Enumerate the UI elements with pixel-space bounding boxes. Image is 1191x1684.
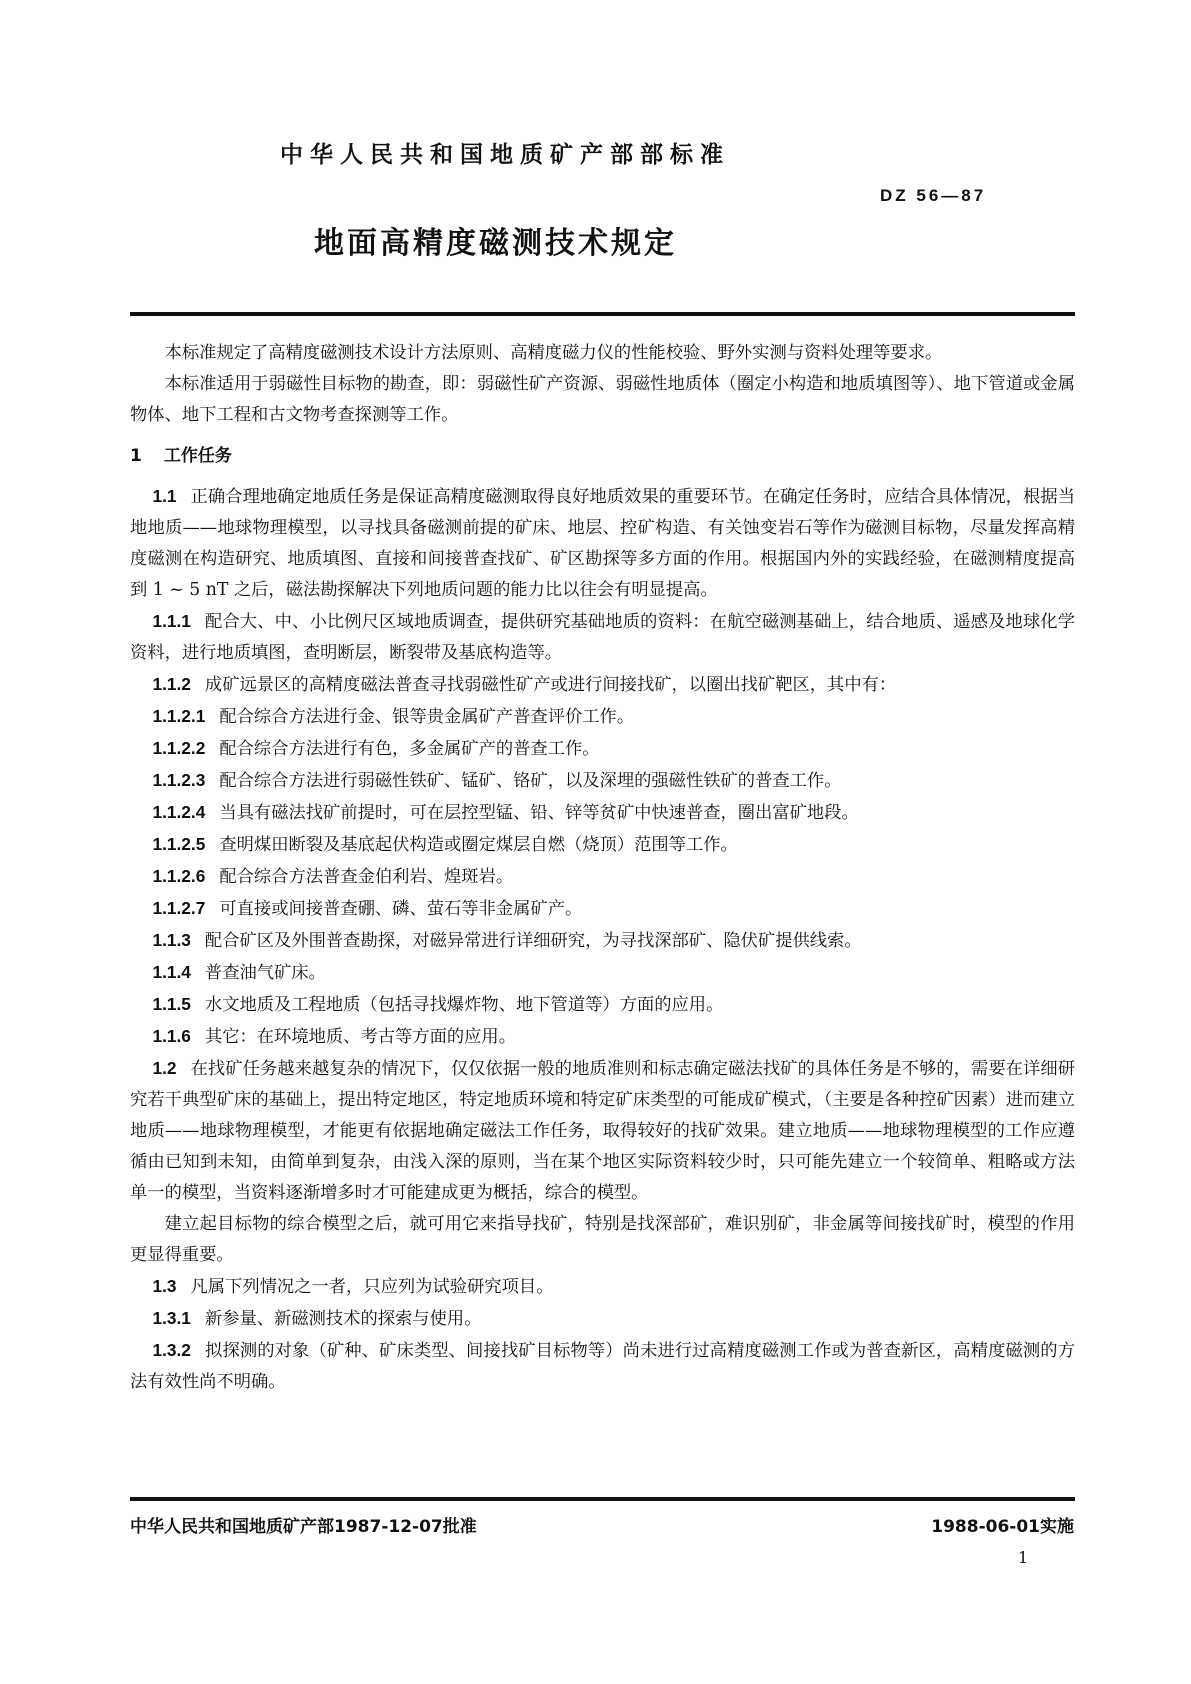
- section-title: 工作任务: [163, 446, 232, 466]
- clause-number: 1.3.1: [152, 1308, 191, 1328]
- clause-text: 配合综合方法进行金、银等贵金属矿产普查评价工作。: [219, 707, 635, 727]
- clause-text: 普查油气矿床。: [204, 963, 326, 983]
- approval-date: 中华人民共和国地质矿产部1987-12-07批准: [130, 1517, 477, 1537]
- clause: [130, 733, 1075, 765]
- clause: [130, 797, 1075, 829]
- clause-number: 1.1.5: [152, 994, 191, 1014]
- clause-number: 1.1.2: [152, 674, 191, 694]
- clause-number: 1.1.1: [152, 611, 191, 631]
- clause-text: 成矿远景区的高精度磁法普查寻找弱磁性矿产或进行间接找矿，以圈出找矿靶区，其中有：: [204, 675, 897, 695]
- clause: [130, 829, 1075, 861]
- clause: [130, 925, 1075, 957]
- clause-text: 配合综合方法进行弱磁性铁矿、锰矿、铬矿，以及深埋的强磁性铁矿的普查工作。: [219, 771, 842, 791]
- clause-text: 配合综合方法普查金伯利岩、煌斑岩。: [219, 867, 514, 887]
- clause: [130, 606, 1075, 669]
- footer-rule: [130, 1497, 1075, 1501]
- clause: [130, 701, 1075, 733]
- standard-code: DZ 56—87: [880, 186, 987, 205]
- section-heading: [130, 441, 1075, 472]
- clause-text: 新参量、新磁测技术的探索与使用。: [204, 1309, 482, 1329]
- clause-text: 查明煤田断裂及基底起伏构造或圈定煤层自燃（烧顶）范围等工作。: [219, 835, 738, 855]
- header-rule: [130, 312, 1075, 316]
- clause-text: 建立起目标物的综合模型之后，就可用它来指导找矿，特别是找深部矿，难识别矿，非金属等间接找矿时，模型的作用更显得重要。: [130, 1214, 1075, 1265]
- intro-paragraph: 本标准适用于弱磁性目标物的勘查，即：弱磁性矿产资源、弱磁性地质体（圈定小构造和地质填图等）、地下管道或金属物体、地下工程和古文物考查探测等工作。: [130, 374, 1075, 425]
- clause-number: 1.2: [152, 1058, 177, 1078]
- clause-number: 1.1.2.1: [152, 706, 206, 726]
- clause-text: 配合综合方法进行有色，多金属矿产的普查工作。: [219, 739, 600, 759]
- issuing-organization: 中华人民共和国地质矿产部部标准: [280, 142, 730, 168]
- clause: [130, 481, 1075, 606]
- clause-number: 1.1.2.3: [152, 770, 206, 790]
- clause: [130, 1303, 1075, 1335]
- clause-text: 配合矿区及外围普查勘探，对磁异常进行详细研究，为寻找深部矿、隐伏矿提供线索。: [204, 931, 862, 951]
- clause-number: 1.1.6: [152, 1026, 191, 1046]
- clause-text: 当具有磁法找矿前提时，可在层控型锰、铅、锌等贫矿中快速普查，圈出富矿地段。: [219, 803, 859, 823]
- clause-number: 1.1.2.6: [152, 866, 206, 886]
- clause-number: 1.1.2.7: [152, 898, 206, 918]
- clause: [130, 1021, 1075, 1053]
- clause-text: 在找矿任务越来越复杂的情况下，仅仅依据一般的地质准则和标志确定磁法找矿的具体任务是不够的，需要在详细研究若干典型矿床的基础上，提出特定地区，特定地质环境和特定矿床类型的可能成矿模式，（主要是各种控矿因素）进而建立地质——地球物理模型，才能更有依据地确定磁法工作任务，取得较好的找矿效果。建立地质——地球物理模型的工作应遵循由已知到未知，由简单到复杂，由浅入深的原则，当在某个地区实际资料较少时，只可能先建立一个较简单、粗略或方法单一的模型，当资料逐渐增多时才可能建成更为概括，综合的模型。: [130, 1059, 1075, 1203]
- clause-number: 1.3: [152, 1276, 177, 1296]
- clause-number: 1.1.2.4: [152, 802, 206, 822]
- clause-number: 1.1.2.5: [152, 834, 206, 854]
- clause: [130, 1335, 1075, 1398]
- page-number: 1: [1018, 1548, 1029, 1567]
- clause: [130, 893, 1075, 925]
- section-number: 1: [130, 446, 142, 466]
- effective-date: 1988-06-01实施: [931, 1517, 1074, 1537]
- clause-number: 1.1.3: [152, 930, 191, 950]
- clause: [130, 1053, 1075, 1209]
- clause-number: 1.3.2: [152, 1340, 191, 1360]
- clause-text: 其它：在环境地质、考古等方面的应用。: [204, 1027, 516, 1047]
- clause-text: 水文地质及工程地质（包括寻找爆炸物、地下管道等）方面的应用。: [204, 995, 724, 1015]
- clause: [130, 765, 1075, 797]
- clause-number: 1.1.4: [152, 962, 191, 982]
- clause-text: 凡属下列情况之一者，只应列为试验研究项目。: [190, 1277, 554, 1297]
- clause-text: 拟探测的对象（矿种、矿床类型、间接找矿目标物等）尚未进行过高精度磁测工作或为普查新区，高精度磁测的方法有效性尚不明确。: [130, 1341, 1075, 1392]
- clause: [130, 861, 1075, 893]
- intro-paragraph: 本标准规定了高精度磁测技术设计方法原则、高精度磁力仪的性能校验、野外实测与资料处理等要求。: [164, 343, 943, 363]
- clause: [130, 669, 1075, 701]
- clause-list: [130, 481, 1075, 1398]
- clause-number: 1.1.2.2: [152, 738, 206, 758]
- clause-text: 配合大、中、小比例尺区域地质调查，提供研究基础地质的资料：在航空磁测基础上，结合地质、遥感及地球化学资料，进行地质填图，查明断层，断裂带及基底构造等。: [130, 612, 1075, 663]
- clause: [130, 1271, 1075, 1303]
- clause-text: 正确合理地确定地质任务是保证高精度磁测取得良好地质效果的重要环节。在确定任务时，应结合具体情况，根据当地地质——地球物理模型，以寻找具备磁测前提的矿床、地层、控矿构造、有关蚀变岩石等作为磁测目标物，尽量发挥高精度磁测在构造研究、地质填图、直接和间接普查找矿、矿区勘探等多方面的作用。根据国内外的实践经验，在磁测精度提高到 1 ~ 5 nT 之后，磁法勘探解决下列地质问题的能力比以往会有明显提高。: [130, 487, 1075, 600]
- clause-text: 可直接或间接普查硼、磷、萤石等非金属矿产。: [219, 899, 583, 919]
- clause: [130, 989, 1075, 1021]
- clause-number: 1.1: [152, 486, 177, 506]
- document-body: [130, 338, 1075, 1398]
- document-title: 地面高精度磁测技术规定: [314, 226, 677, 261]
- clause: [130, 957, 1075, 989]
- clause: [130, 1209, 1075, 1271]
